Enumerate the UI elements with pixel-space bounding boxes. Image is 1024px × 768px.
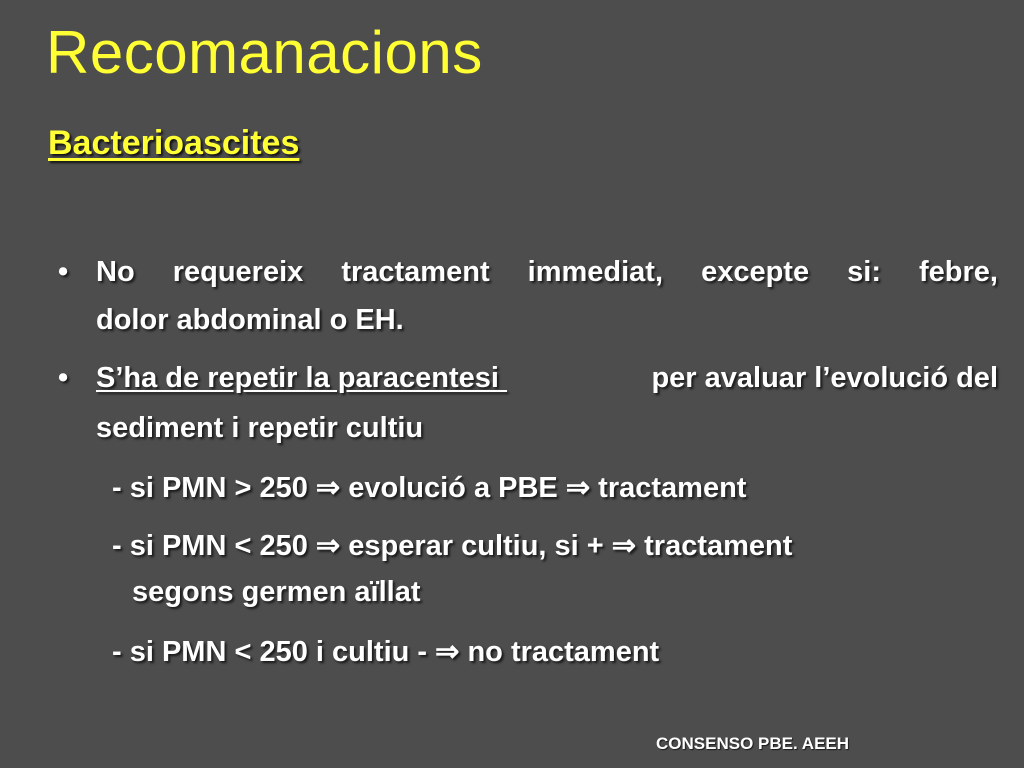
slide-subtitle: Bacterioascites [48,124,300,162]
sub-item-1: - si PMN > 250 ⇒ evolució a PBE ⇒ tractament [112,472,747,504]
sub-item-2-line-2: segons germen aïllat [132,576,421,608]
bullet-1-line-2: dolor abdominal o EH. [96,304,404,336]
bullet-2-rest-text: per avaluar l’evolució del [651,362,998,394]
slide-title: Recomanacions [46,19,483,86]
footer-source: CONSENSO PBE. AEEH [656,734,850,753]
bullet-1-line-1: No requereix tractament immediat, excepte si: febre, [96,256,998,288]
bullet-2-line-1 [96,362,998,395]
sub-item-3: - si PMN < 250 i cultiu - ⇒ no tractament [112,636,660,668]
bullet-marker: • [58,256,69,288]
bullet-2-underlined-text: S’ha de repetir la paracentesi [96,362,508,394]
bullet-marker: • [58,362,69,394]
sub-item-2-line-1: - si PMN < 250 ⇒ esperar cultiu, si + ⇒ tractament [112,530,793,562]
bullet-2-line-2: sediment i repetir cultiu [96,412,424,444]
